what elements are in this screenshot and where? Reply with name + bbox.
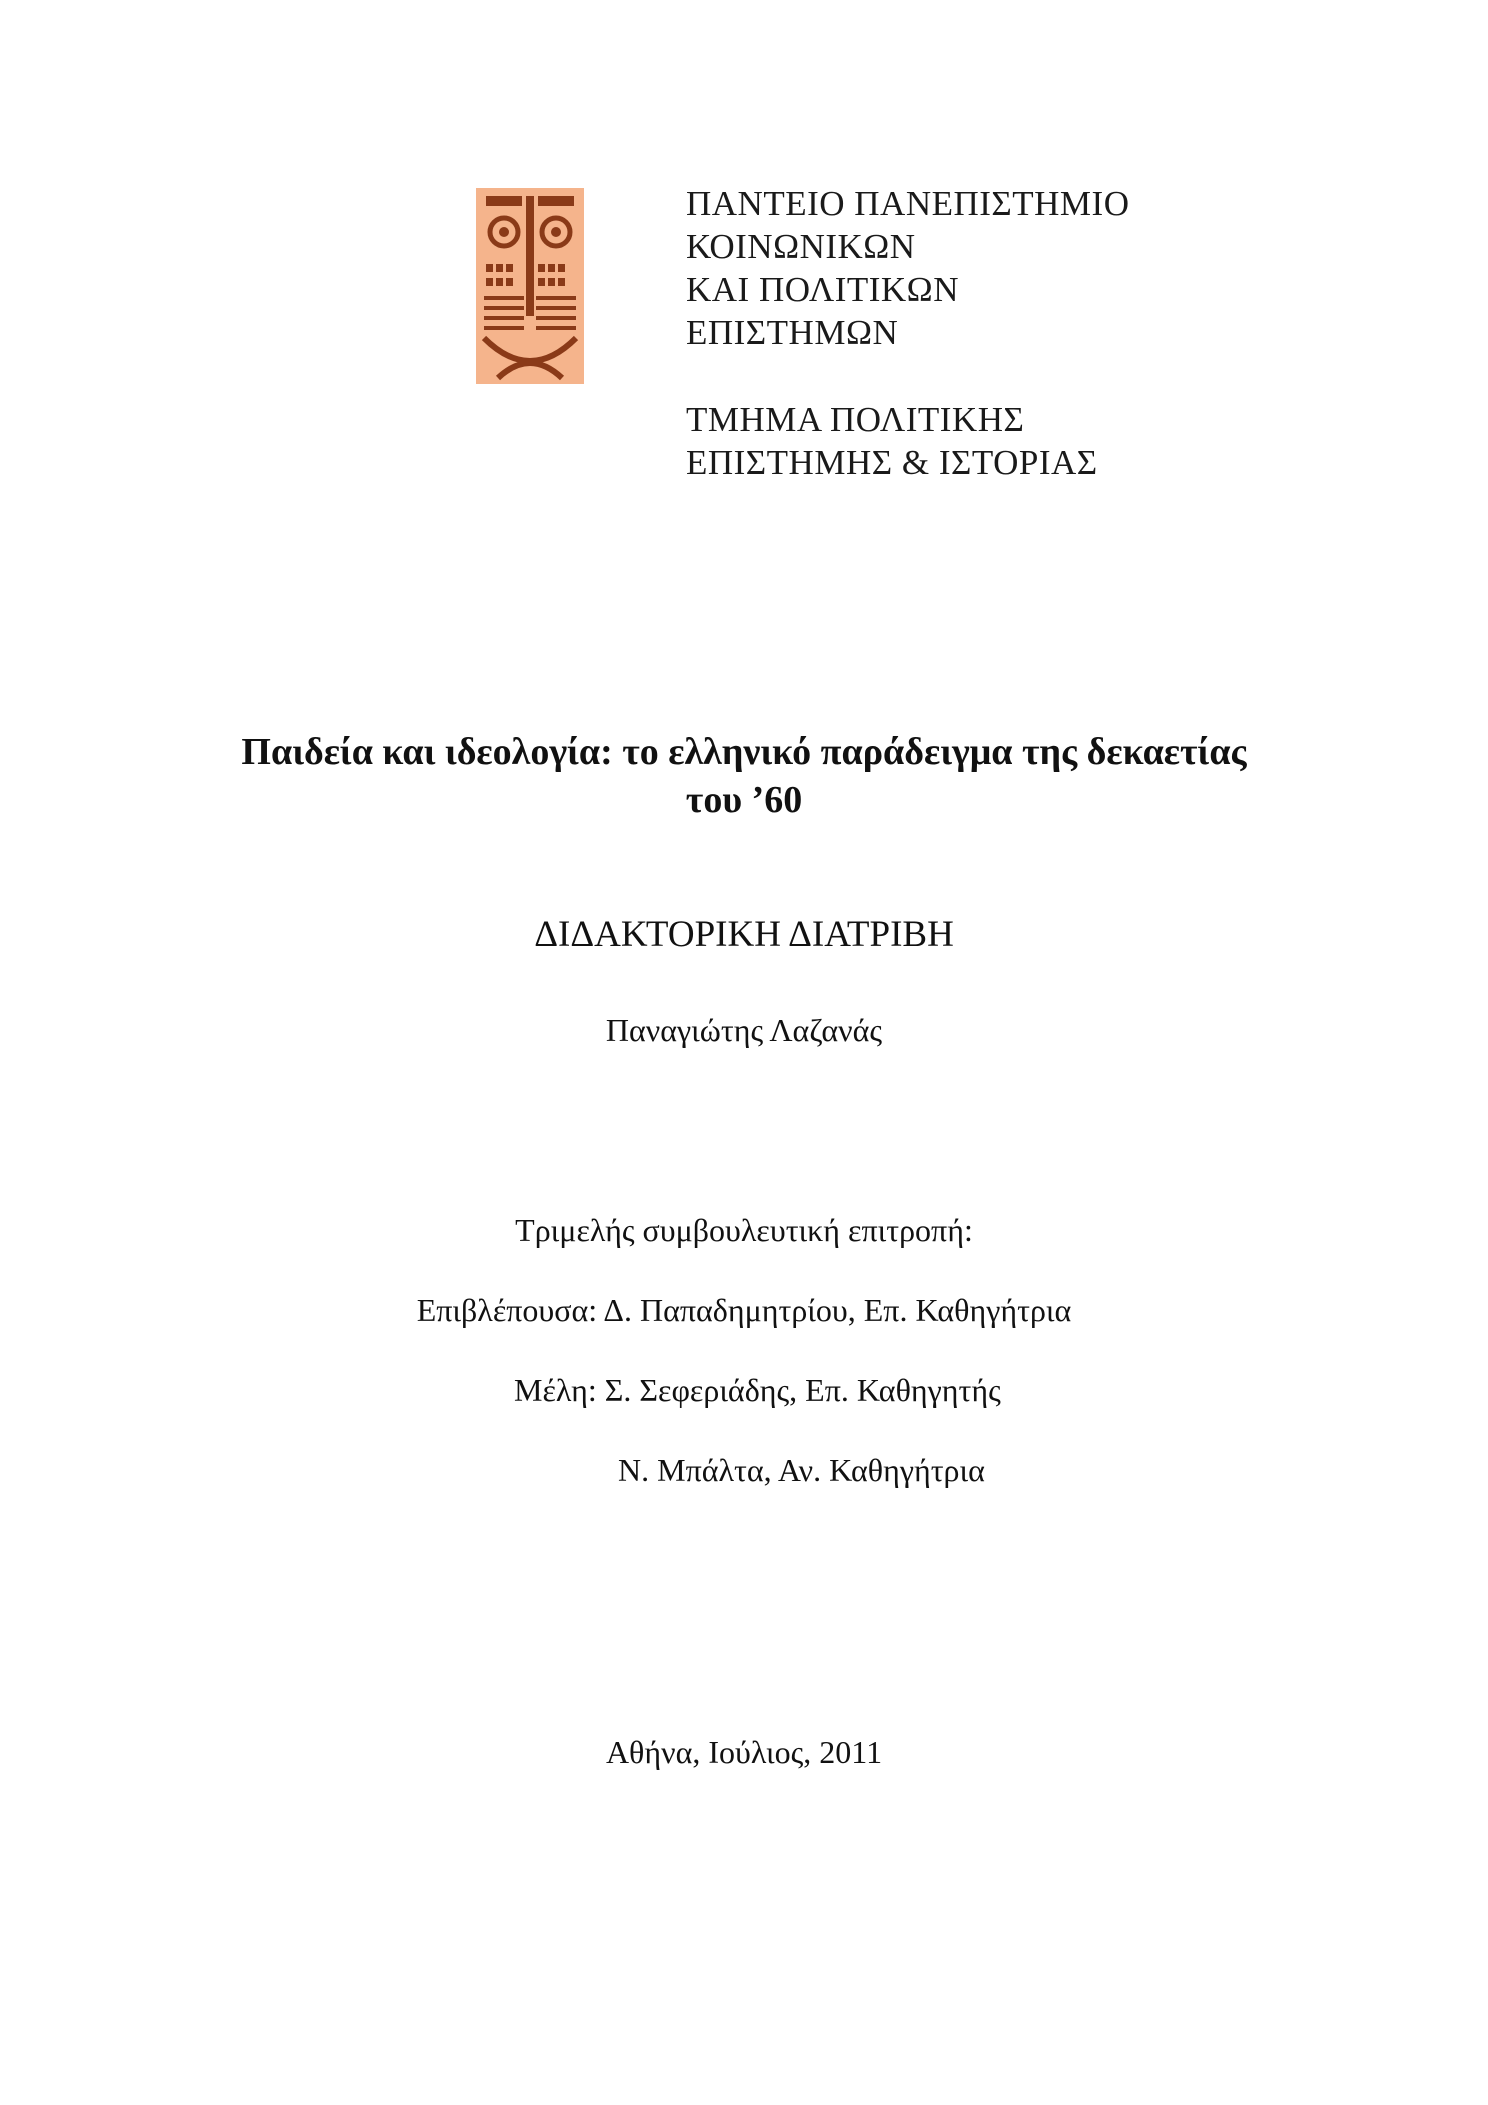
- department-name: [686, 398, 1098, 484]
- thesis-title-line: του ’60: [685, 779, 803, 821]
- committee-members: Μέλη: Σ. Σεφεριάδης, Επ. Καθηγητής: [514, 1372, 1001, 1408]
- committee-supervisor: Επιβλέπουσα: Δ. Παπαδημητρίου, Επ. Καθηγήτρια: [416, 1292, 1072, 1328]
- university-name-line: ΚΟΙΝΩΝΙΚΩΝ: [686, 227, 916, 266]
- committee-member-second: Ν. Μπάλτα, Αν. Καθηγήτρια: [618, 1452, 985, 1488]
- university-name-line: ΚΑΙ ΠΟΛΙΤΙΚΩΝ: [686, 270, 959, 309]
- thesis-title: [0, 728, 1488, 824]
- author-name: Παναγιώτης Λαζανάς: [605, 1012, 883, 1048]
- department-name-line: ΕΠΙΣΤΗΜΗΣ & ΙΣΤΟΡΙΑΣ: [686, 443, 1098, 482]
- university-name-line: ΠΑΝΤΕΙΟ ΠΑΝΕΠΙΣΤΗΜΙΟ: [686, 184, 1130, 223]
- document-type: ΔΙΔΑΚΤΟΡΙΚΗ ΔΙΑΤΡΙΒΗ: [534, 914, 954, 955]
- university-name: [686, 182, 1129, 354]
- department-name-line: ΤΜΗΜΑ ΠΟΛΙΤΙΚΗΣ: [686, 400, 1025, 439]
- committee-label: Τριμελής συμβουλευτική επιτροπή:: [515, 1212, 973, 1248]
- place-and-date: Αθήνα, Ιούλιος, 2011: [605, 1734, 883, 1770]
- university-emblem-icon: [476, 188, 584, 384]
- thesis-title-line: Παιδεία και ιδεολογία: το ελληνικό παράδειγμα της δεκαετίας: [241, 731, 1247, 773]
- university-name-line: ΕΠΙΣΤΗΜΩΝ: [686, 313, 899, 352]
